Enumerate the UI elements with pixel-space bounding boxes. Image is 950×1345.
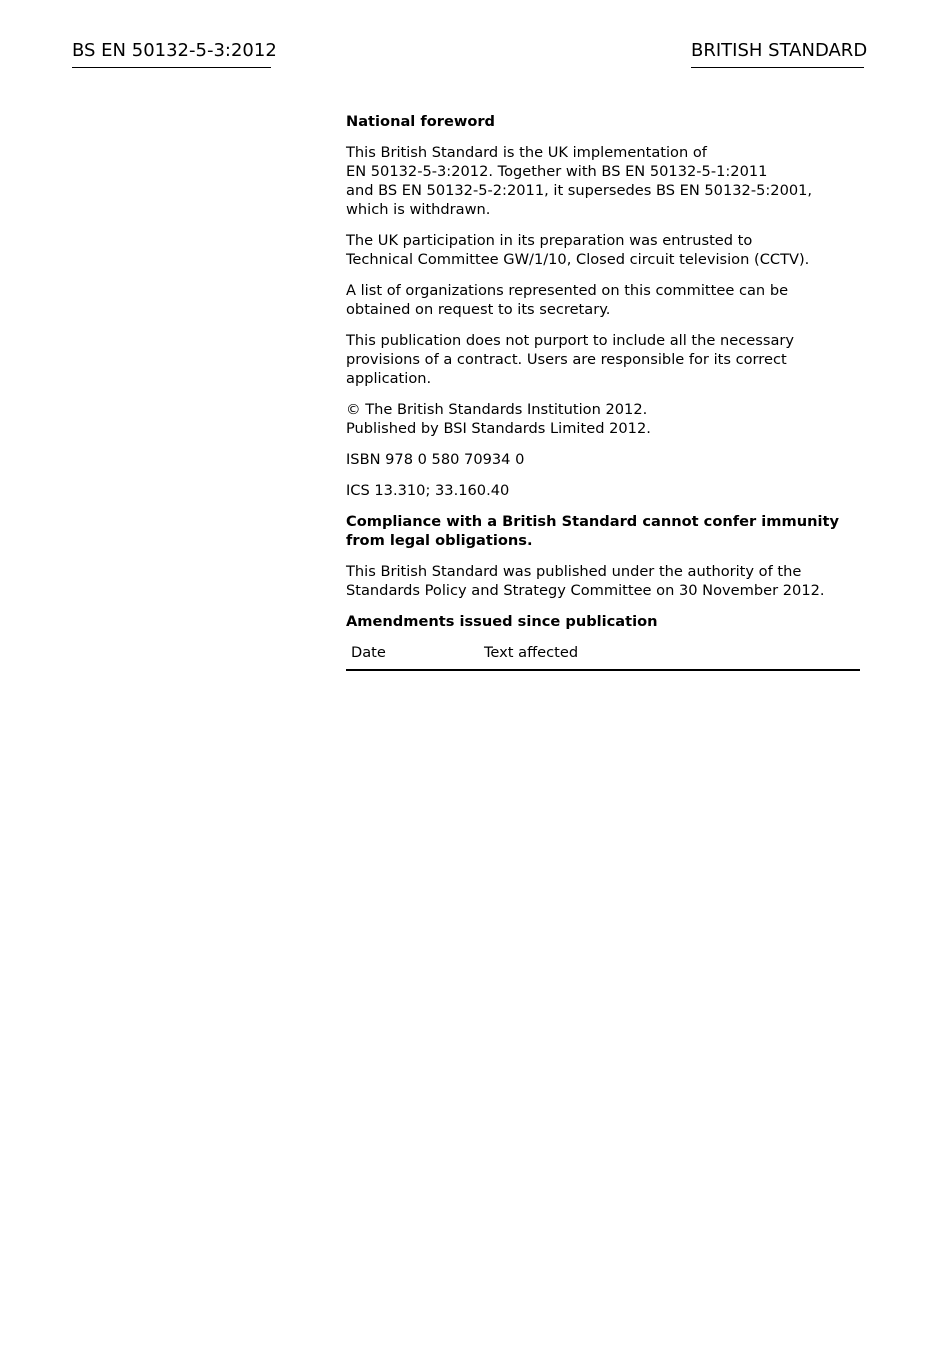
amendments-table (346, 643, 860, 671)
copyright-notice: © The British Standards Institution 2012. Published by BSI Standards Limited 2012. (346, 401, 651, 437)
ics: ICS 13.310; 33.160.40 (346, 482, 510, 499)
national-foreword (346, 112, 860, 671)
foreword-paragraph-committee: The UK participation in its preparation was entrusted to Technical Committee GW/1/10, Closed circuit television (CCTV). (346, 232, 810, 268)
column-header-date: Date (346, 643, 479, 670)
amendments-header-row (346, 643, 860, 670)
foreword-title: National foreword (346, 113, 496, 130)
amendments-title: Amendments issued since publication (346, 613, 658, 630)
isbn: ISBN 978 0 580 70934 0 (346, 451, 525, 468)
column-header-text-affected: Text affected (479, 643, 860, 670)
authority-statement: This British Standard was published under the authority of the Standards Policy and Strategy Committee on 30 November 2012. (346, 563, 825, 599)
series-label: BRITISH STANDARD (691, 40, 864, 68)
document-id: BS EN 50132-5-3:2012 (72, 40, 271, 68)
foreword-paragraph-implementation: This British Standard is the UK implementation of EN 50132-5-3:2012. Together with BS EN 50132-5-1:2011 and BS EN 50132-5-2:2011, it supersedes BS EN 50132-5:2001, which is withdrawn. (346, 144, 813, 218)
foreword-paragraph-contract: This publication does not purport to include all the necessary provisions of a contract. Users are responsible for its correct application. (346, 332, 795, 387)
compliance-statement: Compliance with a British Standard cannot confer immunity from legal obligations. (346, 513, 839, 549)
foreword-paragraph-organizations: A list of organizations represented on this committee can be obtained on request to its secretary. (346, 282, 789, 318)
